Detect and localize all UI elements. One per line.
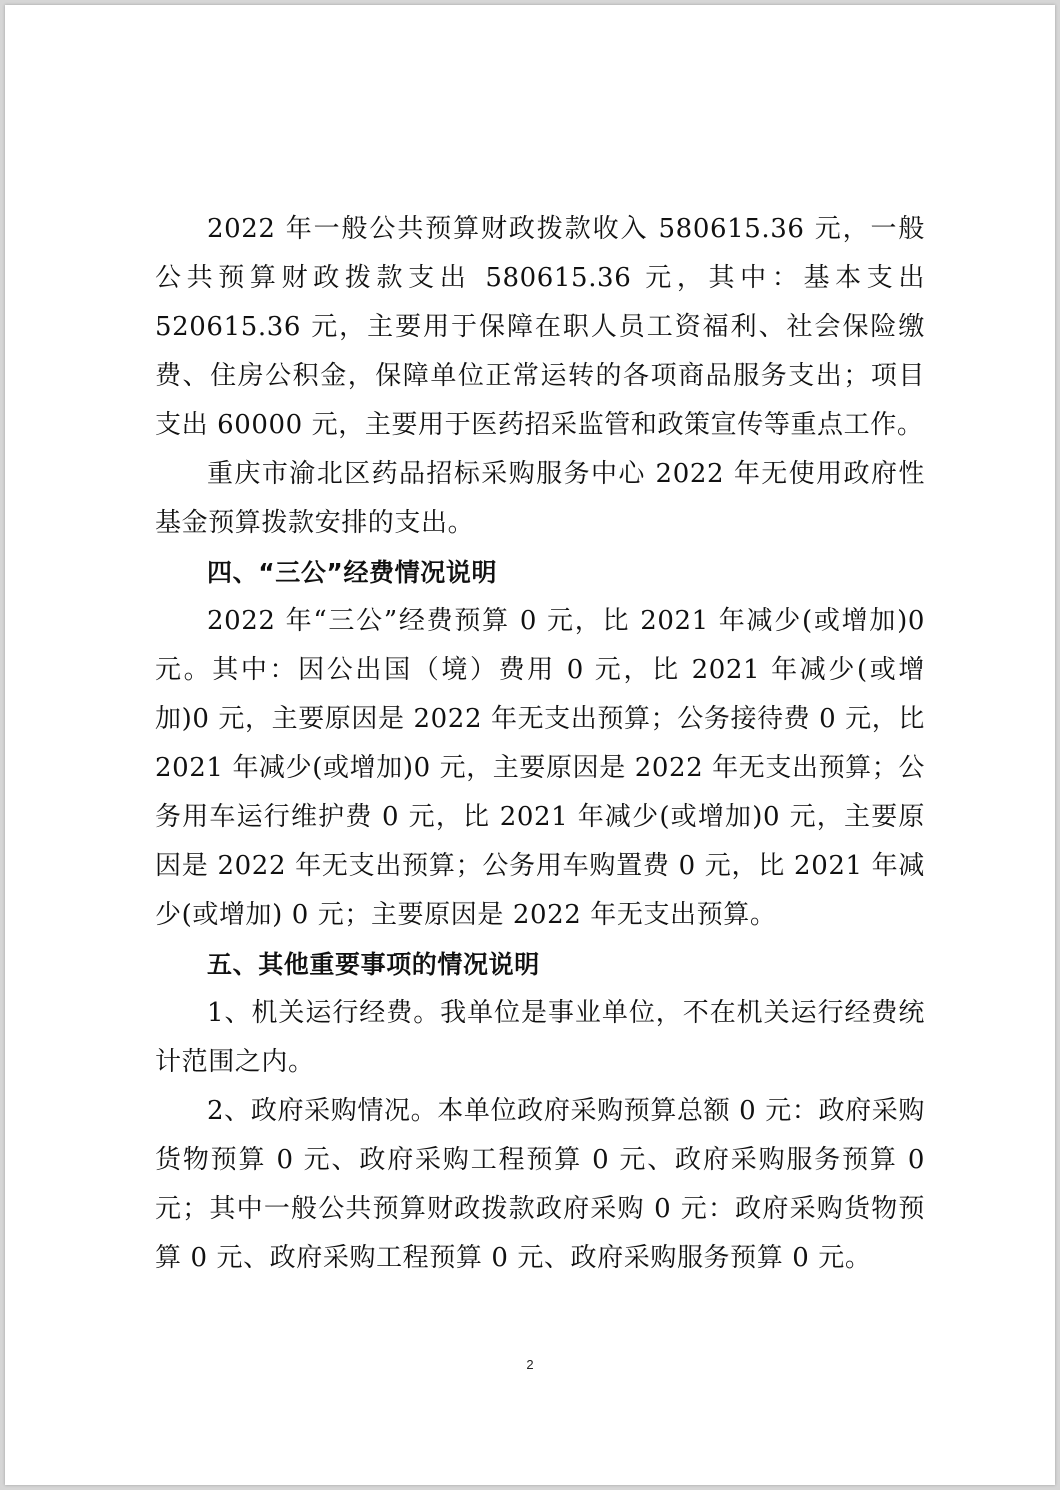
document-page	[5, 5, 1055, 1485]
paragraph-three-public-expenses: 2022 年“三公”经费预算 0 元，比 2021 年减少(或增加)0 元。其中：因公出国（境）费用 0 元，比 2021 年减少(或增加)0 元，主要原因是 2022 年无支出预算；公务接待费 0 元，比 2021 年减少(或增加)0 元，主要原因是 2022 年无支出预算；公务用车运行维护费 0 元，比 2021 年减少(或增加)0 元，主要原因是 2022 年无支出预算；公务用车购置费 0 元，比 2021 年减少(或增加) 0 元；主要原因是 2022 年无支出预算。	[155, 606, 925, 930]
page-content	[155, 205, 925, 1283]
paragraph-operating-expenses: 1、机关运行经费。我单位是事业单位，不在机关运行经费统计范围之内。	[155, 998, 925, 1077]
section-heading-other-matters: 五、其他重要事项的情况说明	[207, 950, 540, 979]
section-heading-three-public: 四、“三公”经费情况说明	[207, 558, 498, 587]
paragraph-government-procurement: 2、政府采购情况。本单位政府采购预算总额 0 元：政府采购货物预算 0 元、政府采购工程预算 0 元、政府采购服务预算 0 元；其中一般公共预算财政拨款政府采购 0 元：政府采购货物预算 0 元、政府采购工程预算 0 元、政府采购服务预算 0 元。	[155, 1096, 925, 1273]
paragraph-budget-income: 2022 年一般公共预算财政拨款收入 580615.36 元，一般公共预算财政拨款支出 580615.36 元，其中：基本支出 520615.36 元，主要用于保障在职人员工资福利、社会保险缴费、住房公积金，保障单位正常运转的各项商品服务支出；项目支出 60000 元，主要用于医药招采监管和政策宣传等重点工作。	[155, 214, 925, 440]
paragraph-government-fund: 重庆市渝北区药品招标采购服务中心 2022 年无使用政府性基金预算拨款安排的支出。	[155, 459, 925, 538]
page-number: 2	[526, 1357, 534, 1372]
